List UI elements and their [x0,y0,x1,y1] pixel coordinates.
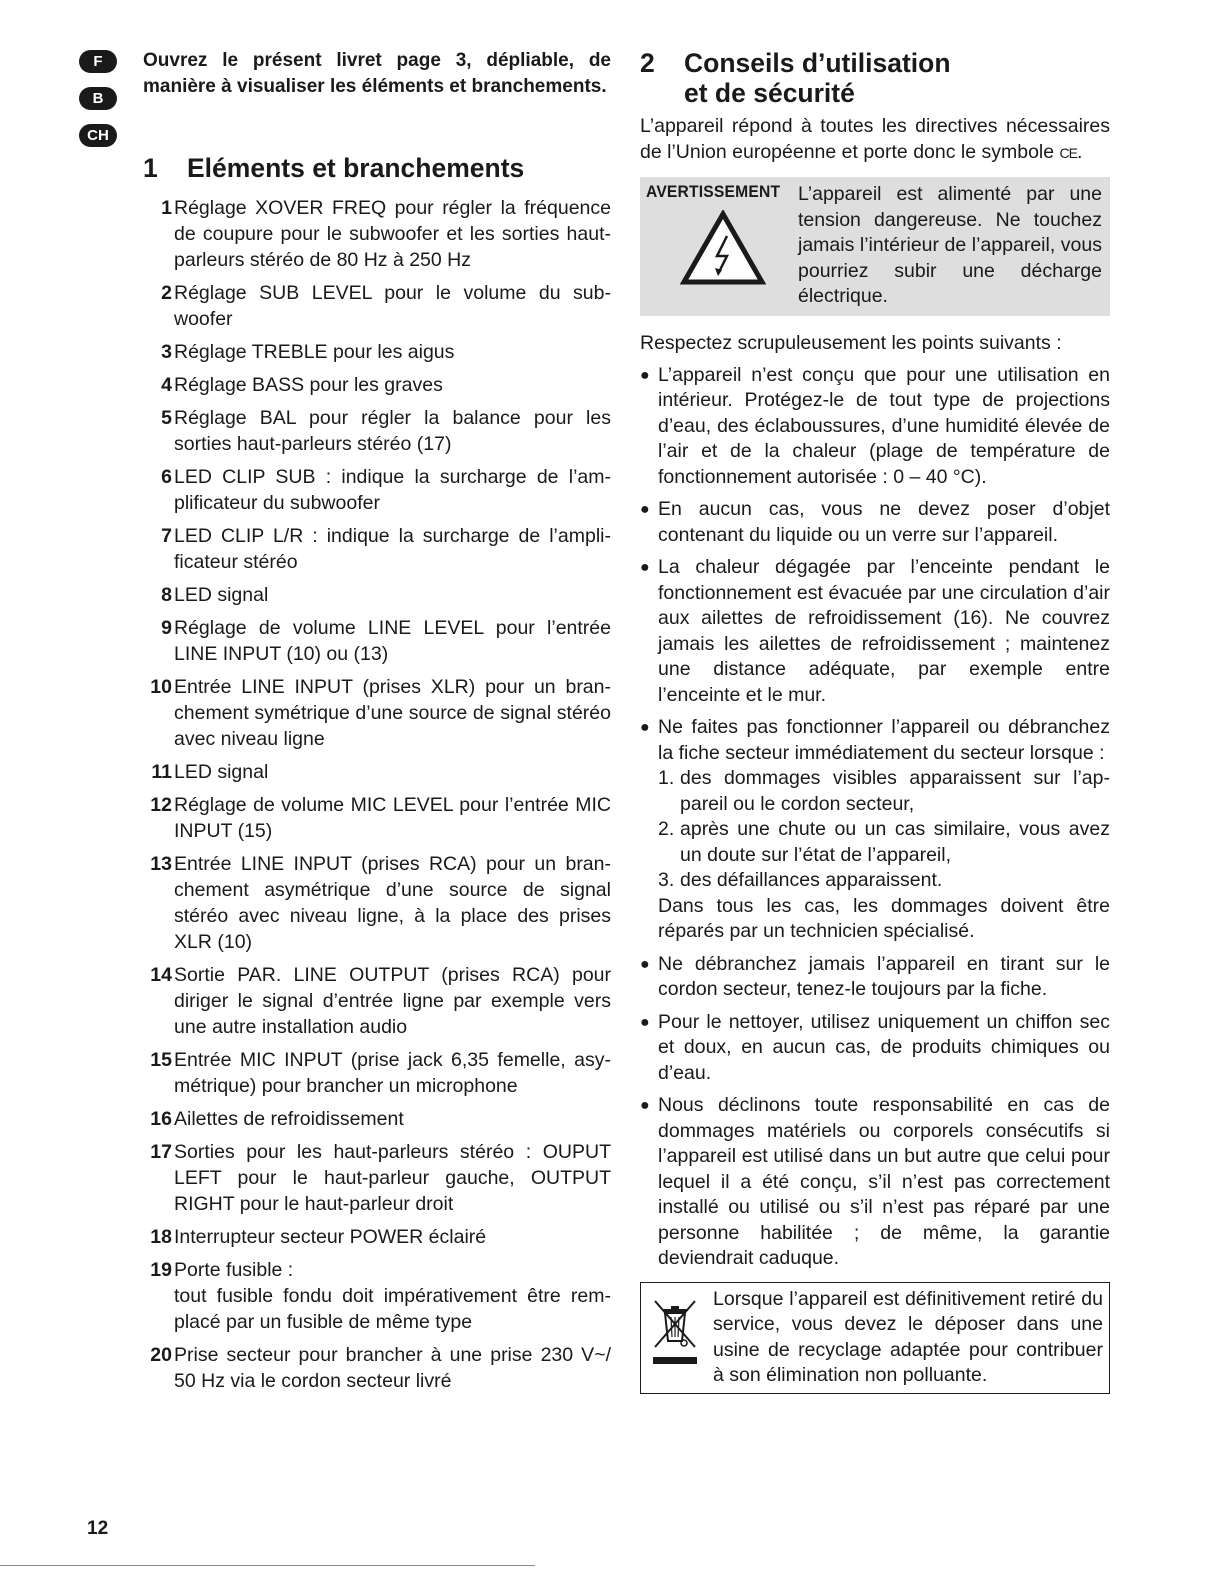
list-item [143,1106,611,1132]
list-item [143,759,611,785]
item-text: LED signal [174,761,269,783]
item-number: 13 [150,853,172,875]
sub-number: 1. [658,767,675,789]
item-number: 20 [150,1344,172,1366]
item-text: Entrée MIC INPUT (prise jack 6,35 femelle, asymétrique) pour brancher un microphone [174,1049,611,1097]
list-item [143,615,611,667]
item-number: 2 [161,282,172,304]
item-number: 19 [150,1259,172,1281]
item-text: Réglage BAL pour régler la balance pour les sorties haut-parleurs stéréo (17) [174,407,611,455]
list-item [143,1342,611,1394]
high-voltage-warning-icon [680,210,766,286]
bullet-dot-icon: ● [640,719,650,736]
sub-list [658,766,1110,894]
bullet-item [640,497,1110,548]
item-text: Réglage de volume LINE LEVEL pour l’entrée LINE INPUT (10) ou (13) [174,617,611,665]
bullet-item [640,952,1110,1003]
intro-text: Ouvrez le présent livret page 3, dépliable, de manière à visualiser les éléments et branchements. [143,50,611,97]
bullet-text: Ne faites pas fonctionner l’appareil ou débranchez la fiche secteur immédiatement du secteur lorsque : [658,716,1110,764]
list-item [143,792,611,844]
item-number: 15 [150,1049,172,1071]
elements-list [143,195,611,1394]
list-item [143,851,611,955]
bullet-dot-icon: ● [640,366,650,384]
item-number: 5 [161,407,172,429]
item-text: LED CLIP L/R : indique la surcharge de l’amplificateur stéréo [174,525,611,573]
bullet-dot-icon: ● [640,559,650,576]
list-item [143,1139,611,1217]
list-item [143,372,611,398]
item-text: Interrupteur secteur POWER éclairé [174,1226,487,1248]
bullet-dot-icon: ● [640,501,650,518]
sub-text: des défaillances apparaissent. [680,869,943,891]
list-item [143,962,611,1040]
item-number: 7 [161,525,172,547]
item-number: 6 [161,466,172,488]
item-text: Réglage XOVER FREQ pour régler la fréquence de coupure pour le subwoofer et les sorties haut-parleurs stéréo de 80 Hz à 250 Hz [174,197,611,271]
item-text: LED signal [174,584,269,606]
item-text: Entrée LINE INPUT (prises XLR) pour un branchement symétrique d’une source de signal stéréo avec niveau ligne [174,676,611,750]
list-item [143,195,611,273]
sub-text: des dommages visibles apparaissent sur l’appareil ou le cordon secteur, [680,767,1110,815]
item-text: Réglage SUB LEVEL pour le volume du subwoofer [174,282,611,330]
conformity-end: . [1076,141,1083,163]
section-2-title-line-1: Conseils d’utilisation [684,48,951,78]
item-number: 8 [161,584,172,606]
warning-label-area [646,182,798,310]
recycling-text: Lorsque l’appareil est définitivement retiré du service, vous devez le déposer dans une usine de recyclage adaptée pour contribuer à son élimination non polluante. [713,1287,1103,1386]
bullet-dot-icon: ● [640,955,650,973]
footer-divider [0,1565,535,1566]
item-subtext: tout fusible fondu doit impérativement être remplacé par un fusible de même type [174,1285,611,1333]
bullet-text: Ne débranchez jamais l’appareil en tirant sur le cordon secteur, tenez-le toujours par la fiche. [658,952,1110,1000]
item-text: LED CLIP SUB : indique la surcharge de l’amplificateur du subwoofer [174,466,611,514]
item-number: 11 [151,761,172,783]
list-item [143,582,611,608]
section-2-title-line-2: et de sécurité [684,78,855,108]
safety-bullets [640,363,1110,1272]
bullet-item [640,363,1110,491]
bullet-dot-icon: ● [640,1013,650,1031]
list-item [143,339,611,365]
list-item [143,280,611,332]
bullet-item [640,1010,1110,1087]
item-text: Réglage BASS pour les graves [174,374,443,396]
recycle-icon-area [649,1287,713,1389]
respect-text: Respectez scrupuleusement les points suivants : [640,331,1062,354]
item-text: Prise secteur pour brancher à une prise 230 V~/ 50 Hz via le cordon secteur livré [174,1344,611,1392]
section-1-heading [143,153,611,183]
item-text: Réglage TREBLE pour les aigus [174,341,455,363]
bullet-text: La chaleur dégagée par l’enceinte pendant le fonctionnement est évacuée par une circulation d’air aux ailettes de refroidissement (16). Ne couvrez jamais les ailettes de refroidissement ; maintenez une distance adéquate, par exemple entre l’enceinte et le mur. [658,556,1110,706]
item-text: Entrée LINE INPUT (prises RCA) pour un branchement asymétrique d’une source de signal stéréo avec niveau ligne, à la place des prises XLR (10) [174,853,611,953]
warning-text: L’appareil est alimenté par une tension dangereuse. Ne touchez jamais l’intérieur de l’appareil, vous pourriez subir une décharge électrique. [798,183,1102,307]
item-number: 17 [150,1141,172,1163]
section-2-heading [640,48,1110,108]
list-item [143,1047,611,1099]
bullet-text: L’appareil n’est conçu que pour une utilisation en intérieur. Protégez-le de tout type de projections d’eau, des éclaboussures, d’une humidité élevée de l’air et de la chaleur (plage de température de fonctionnement autorisée : 0 – 40 °C). [658,363,1110,488]
warning-box [640,177,1110,316]
item-number: 1 [161,197,172,219]
bullet-text: En aucun cas, vous ne devez poser d’objet contenant du liquide ou un verre sur l’appareil. [658,498,1110,546]
item-number: 9 [161,617,172,639]
item-text: Porte fusible : [174,1259,294,1281]
list-item [143,523,611,575]
bullet-item [640,715,1110,945]
sub-number: 3. [658,869,675,891]
bullet-text: Nous déclinons toute responsabilité en cas de dommages matériels ou corporels consécutifs si l’appareil est utilisé dans un but autre que celui pour lequel il a été conçu, s’il n’est pas correctement installé ou utilisé ou s’il n’est pas réparé par une personne habilitée ; de même, la garantie deviendrait caduque. [658,1094,1110,1269]
list-item [143,1224,611,1250]
bullet-item [640,1093,1110,1272]
item-text: Ailettes de refroidissement [174,1108,404,1130]
item-number: 10 [150,676,172,698]
bullet-text-group [658,715,1110,945]
bullet-item [640,555,1110,708]
right-column [640,48,1110,1394]
language-badge-b: B [79,87,117,110]
list-item [143,464,611,516]
conformity-paragraph [640,113,1110,166]
item-number: 4 [161,374,172,396]
left-column [143,48,611,1401]
item-number: 3 [161,341,172,363]
sub-list-item [658,817,1110,868]
bullet-dot-icon: ● [640,1097,650,1114]
language-badge-ch: CH [79,124,117,147]
ce-mark: CE [1059,145,1077,161]
item-number: 12 [150,794,172,816]
page-number: 12 [87,1518,109,1539]
sub-list-item [658,766,1110,817]
list-item [143,405,611,457]
section-1-number: 1 [143,153,158,183]
list-item [143,1257,611,1335]
item-text: Sorties pour les haut-parleurs stéréo : OUPUT LEFT pour le haut-parleur gauche, OUTPUT RIGHT pour le haut-parleur droit [174,1141,611,1215]
item-number: 18 [150,1226,172,1248]
list-item [143,674,611,752]
sub-list-item [658,868,1110,894]
bullet-after-text: Dans tous les cas, les dommages doivent être réparés par un technicien spécialisé. [658,894,1110,942]
sub-number: 2. [658,818,675,840]
conformity-text: L’appareil répond à toutes les directives nécessaires de l’Union européenne et porte donc le symbole [640,115,1110,163]
item-number: 14 [150,964,172,986]
section-1-title: Eléments et branchements [187,153,525,183]
item-text: Réglage de volume MIC LEVEL pour l’entrée MIC INPUT (15) [174,794,611,842]
recycling-box [640,1282,1110,1394]
item-text-group [174,1257,611,1335]
crossed-bin-icon [649,1297,701,1367]
bullet-text: Pour le nettoyer, utilisez uniquement un chiffon sec et doux, en aucun cas, de produits chimiques ou d’eau. [658,1010,1110,1084]
section-2-title [684,48,951,108]
language-badge-f: F [79,50,117,73]
warning-label: AVERTISSEMENT [646,182,781,201]
section-2-number: 2 [640,48,655,78]
sub-text: après une chute ou un cas similaire, vous avez un doute sur l’état de l’appareil, [680,818,1110,866]
language-badges [79,50,119,161]
item-number: 16 [150,1108,172,1130]
item-text: Sortie PAR. LINE OUTPUT (prises RCA) pour diriger le signal d’entrée ligne par exemple vers une autre installation audio [174,964,611,1038]
